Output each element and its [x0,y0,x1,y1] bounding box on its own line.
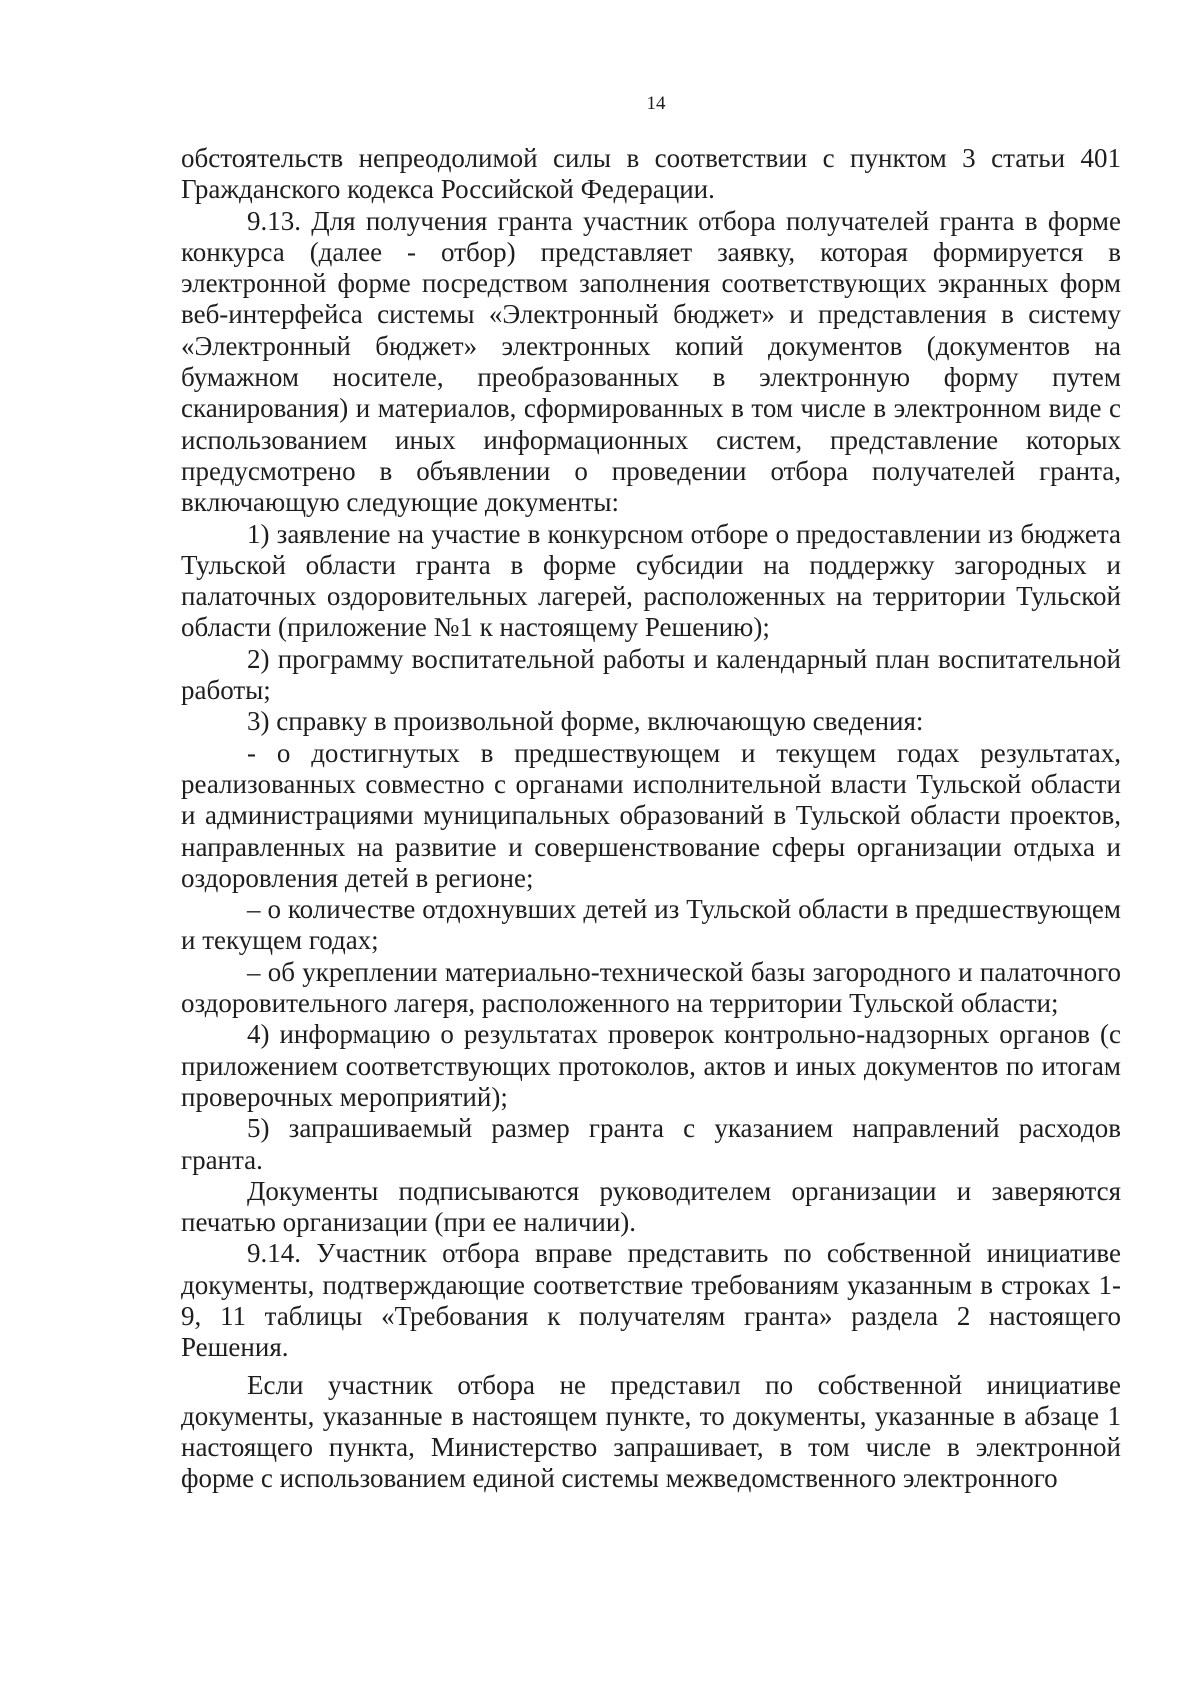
sub-item-results: - о достигнутых в предшествующем и текущем годах результатах, реализованных совместно с органами исполнительной власти Тульской области и администрациями муниципальных образований в Тульской области проектов, направленных на развитие и совершенствование сферы организации отдыха и оздоровления детей в регионе; [181,737,1121,893]
list-item-2: 2) программу воспитательной работы и календарный план воспитательной работы; [181,643,1121,706]
paragraph-9-14: 9.14. Участник отбора вправе представить по собственной инициативе документы, подтверждающие соответствие требованиям указанным в строках 1-9, 11 таблицы «Требования к получателям гранта» раздела 2 настоящего Решения. [181,1238,1121,1363]
paragraph-signatures: Документы подписываются руководителем организации и заверяются печатью организации (при ее наличии). [181,1175,1121,1238]
list-item-4: 4) информацию о результатах проверок контрольно-надзорных органов (с приложением соответствующих протоколов, актов и иных документов по итогам проверочных мероприятий); [181,1019,1121,1112]
list-item-3: 3) справку в произвольной форме, включающую сведения: [247,706,924,737]
document-body [181,143,1121,1495]
paragraph-ministry-request: Если участник отбора не представил по собственной инициативе документы, указанные в настоящем пункте, то документы, указанные в абзаце 1 настоящего пункта, Министерство запрашивает, в том числе в электронной форме с использованием единой системы межведомственного электронного [181,1369,1121,1494]
page-number: 14 [646,93,666,114]
paragraph-9-13: 9.13. Для получения гранта участник отбора получателей гранта в форме конкурса (далее - отбор) представляет заявку, которая формируется в электронной форме посредством заполнения соответствующих экранных форм веб-интерфейса системы «Электронный бюджет» и представления в систему «Электронный бюджет» электронных копий документов (документов на бумажном носителе, преобразованных в электронную форму путем сканирования) и материалов, сформированных в том числе в электронном виде с использованием иных информационных систем, представление которых предусмотрено в объявлении о проведении отбора получателей гранта, включающую следующие документы: [181,205,1121,518]
list-item-5: 5) запрашиваемый размер гранта с указанием направлений расходов гранта. [181,1113,1121,1175]
sub-item-children-count: – о количестве отдохнувших детей из Тульской области в предшествующем и текущем годах; [181,894,1121,956]
paragraph-force-majeure: обстоятельств непреодолимой силы в соответствии с пунктом 3 статьи 401 Гражданского кодекса Российской Федерации. [181,143,1121,205]
sub-item-material-base: – об укреплении материально-технической базы загородного и палаточного оздоровительного лагеря, расположенного на территории Тульской области; [181,956,1121,1019]
list-item-1: 1) заявление на участие в конкурсном отборе о предоставлении из бюджета Тульской области гранта в форме субсидии на поддержку загородных и палаточных оздоровительных лагерей, расположенных на территории Тульской области (приложение №1 к настоящему Решению); [181,518,1121,643]
